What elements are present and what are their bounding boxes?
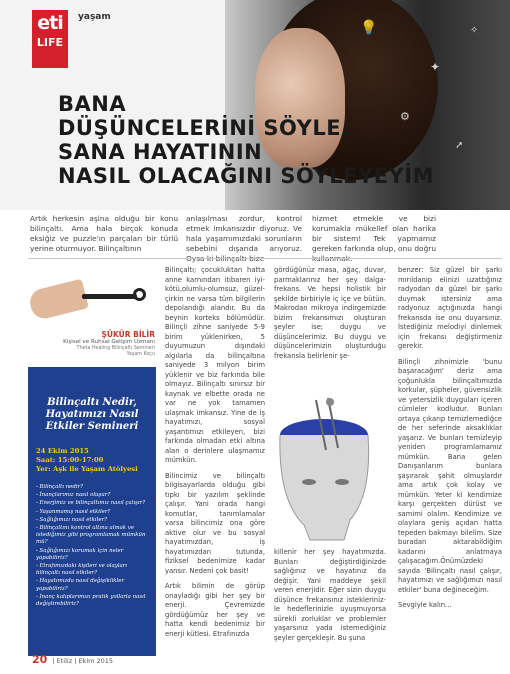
author-sub-2: Yaşam Koçu xyxy=(126,352,155,357)
section-label: yaşam xyxy=(78,12,111,22)
seminar-place: Yer: Aşk ile Yaşam Atölyesi xyxy=(36,465,138,473)
head-shape xyxy=(280,435,369,540)
list-item: - Hayatımızda nasıl değişiklikler yapabiliriz? xyxy=(36,578,125,592)
logo-bottom-text: LIFE xyxy=(36,36,64,49)
body-paragraph: killenir her şey hayatımızda. Bunları değiştirdiğinizde sağlığınız ve hayatınız da değişir. Yani maddeye şekil veren enerjidir. Eğer sizin duygu düşünce frekansınız istekleriniz-le hedeflerinizle uyuşmuyorsa sürekli zorluklar ve problemler yaşarsınız yada istemediğiniz şeyler gerçekleşir. Bu şuna xyxy=(274,548,386,642)
page-number: 20 xyxy=(32,653,48,666)
head-eye-right xyxy=(335,479,349,485)
body-column-4 xyxy=(398,266,502,617)
article-title xyxy=(58,92,434,188)
title-line-4: NASIL OLACAĞINI SÖYLEYEYİM xyxy=(58,164,434,188)
page-footer xyxy=(32,653,113,666)
list-item: - Enerjimiz ve bilinçaltımız nasıl çalışır? xyxy=(36,500,146,507)
list-item: - Bilinçaltını kontrol altına almak ve istediğimiz gibi programlamak mümkün mü? xyxy=(36,525,146,546)
body-column-2 xyxy=(165,266,265,645)
list-item: - Sağlığımızı korumak için neler yapabiliriz? xyxy=(36,547,124,561)
seminar-topics xyxy=(28,474,156,608)
title-line-1: BANA xyxy=(58,92,127,116)
gear-doodle-icon: ⚙ xyxy=(400,110,410,123)
magazine-issue: | Etiliz | Ekim 2015 xyxy=(52,657,114,665)
brand-logo[interactable] xyxy=(32,10,68,68)
list-item: - Sağlığımızı nasıl etkiler? xyxy=(36,516,107,523)
seminar-title: Bilinçaltı Nedir, Hayatımızı Nasıl Etkiler Semineri xyxy=(45,397,139,432)
author-sub-1: Theta Healing Bilinçaltı Semineri xyxy=(76,346,155,351)
body-paragraph: benzer: Siz güzel bir şarkı mırıldanıp elinizi uzattığınız radyodan da güzel bir şarkı duymak istersiniz ama radyonuz açtığınızda hangi frekansda ise onu duyarsınız. İstediğiniz melodiyi dinlemek için frekansı değiştirmeniz gerekir. xyxy=(398,266,502,350)
key-shaft-icon xyxy=(82,294,137,299)
body-column-3-top xyxy=(274,266,386,367)
author-name: ŞÜKÜR BİLİR xyxy=(101,330,155,339)
star-doodle-icon: ✦ xyxy=(430,60,441,74)
body-paragraph: Artık bilimin de görüp onayladığı gibi her şey bir enerji. Çevremizde gördüğümüz her şey ve hatta kendi bedenimiz bir enerji kütlesi. Etrafınızda xyxy=(165,582,265,638)
spark-doodle-icon: ✧ xyxy=(470,25,479,36)
body-column-3-bottom xyxy=(274,548,386,649)
author-block xyxy=(60,330,155,358)
title-line-3: SANA HAYATININ xyxy=(58,140,263,164)
intro-col-1: Artık herkesin aşina olduğu bir konu bilinçaltı. Ama hala birçok konuda eksiğiz ve puzzle'ın parçaları bir türlü yerine oturmuyor. Bilinçaltının xyxy=(30,214,178,253)
list-item: - İnanç kalıplarımızı pratik yollarla nasıl değiştirebiliriz? xyxy=(36,593,146,608)
lightbulb-doodle-icon: 💡 xyxy=(360,20,378,36)
list-item: - Etrafımızdaki kişileri ve olayları bilinçaltı nasıl etkiler? xyxy=(36,563,128,577)
arrow-doodle-icon: ➚ xyxy=(455,140,464,151)
title-line-2: DÜŞÜNCELERİNİ SÖYLE, xyxy=(58,116,350,140)
seminar-date: 24 Ekim 2015 xyxy=(36,447,89,455)
body-paragraph: gördüğünüz masa, ağaç, duvar, parmaklarınız her şey dalga-frekans. Ve hepsi holistik bir şekilde birbiriyle iç içe ve bütün. Makrodan mikroya indirgemizde bizim frekansımızı oluşturan şeyler ise; duygu ve düşüncelerimiz. Bu duygu ve düşüncelerimizin oluşturduğu frekansla belirlenir şe- xyxy=(274,266,386,360)
body-paragraph: Bilincimiz ve bilinçaltı bilgisayarlarda olduğu gibi tıpkı bir yazılım şeklinde çalışır. Yani orada hangi komutlar, tanımlamalar varsa bilincimiz ona göre aktive olur ve bu sosyal hayatımızdan, iş hayatımızdan tutunda, fiziksel bedenimize kadar yansır. Nedeni çok basit! xyxy=(165,471,265,575)
head-ladder-illustration xyxy=(264,390,384,545)
list-item: - Yaşanmamış nasıl etkiler? xyxy=(36,508,111,515)
author-role: Kişisel ve Ruhsal Gelişim Uzmanı xyxy=(63,339,155,345)
seminar-box xyxy=(28,367,156,656)
body-paragraph: Sevgiyle kalın... xyxy=(398,601,452,609)
list-item: - Bilinçaltı nedir? xyxy=(36,484,84,490)
seminar-time: Saat: 15:00-17:00 xyxy=(36,456,104,464)
seminar-info xyxy=(28,433,156,474)
list-item: - İnançlarımız nasıl oluşur? xyxy=(36,492,111,499)
hand-image xyxy=(27,279,89,322)
key-head-icon xyxy=(133,288,146,301)
intro-col-3: hizmet etmekle ve bizi korumakla mükellef olan harika bir sistem! Tek yapmamız gereken farkında olup, onu doğru xyxy=(312,214,436,253)
head-eye-left xyxy=(302,479,316,485)
climbing-figure xyxy=(326,398,334,406)
intro-col-2: anlaşılması zordur, kontrol etmek imkansızdır diyoruz. Ve hala yaşamımızdaki sorunların sebebini dışarıda arıyoruz. xyxy=(186,214,302,253)
body-paragraph: Bilinçli zihnimizle 'bunu başaracağım' deriz ama çoğunlukla bilinçaltımızda korkular, şüpheler, güvensizlik ve yetersizlik duyguları içeren cümleler kodludur. Bunları ortaya çıkarıp temizlemediğce de her seferinde aksaklıklar yaşarız. Ve bunları temizleyip yeniden programlamamız mümkün. Bana gelen Danışanlarım bunlara şaşırarak şahit olmuşlardır ama artık çok kolay ve mümkün. Yeter ki kendimize karşı gerçekten dürüst ve samimi olalım. Kendimize ve olaylara geniş açıdan hatta tepeden bakmayı bilelim. Size buradan aktarabildiğim kadarını anlatmaya çalışacağım.Önümüzdeki sayıda 'Bilinçaltı nasıl çalışır, hayatımızı ve sağlığımızı nasıl etkiler' buna değineceğim. xyxy=(398,357,502,594)
logo-top-text: eti xyxy=(37,12,63,34)
body-paragraph: Bilinçaltı; çocukluktan hatta anne karnından itibaren iyi-kötü,olumlu-olumsuz, güzel-çirkin ne varsa tüm bilgilerin depolandığı alandır. Bu da beynin korteks bölümüdür. Bilinçli zihne saniyede 5-9 birim yüklenirken, 5 duyumuzun dışındaki algılarla da bilinçaltına saniyede 3 milyon birim yüklenir ve biz farkında bile olmayız. Bilinçaltı sınırsız bir kaynak ve elbette orada ne var ne yok tamamen ulaşmak imkansız. Yine de iş hayatımızı, sosyal yaşantımızı etkileyen, bizi farkında olmadan etki altına alan o derinlere ulaşmamız mümkün. xyxy=(165,266,265,464)
section-divider xyxy=(28,258,502,259)
